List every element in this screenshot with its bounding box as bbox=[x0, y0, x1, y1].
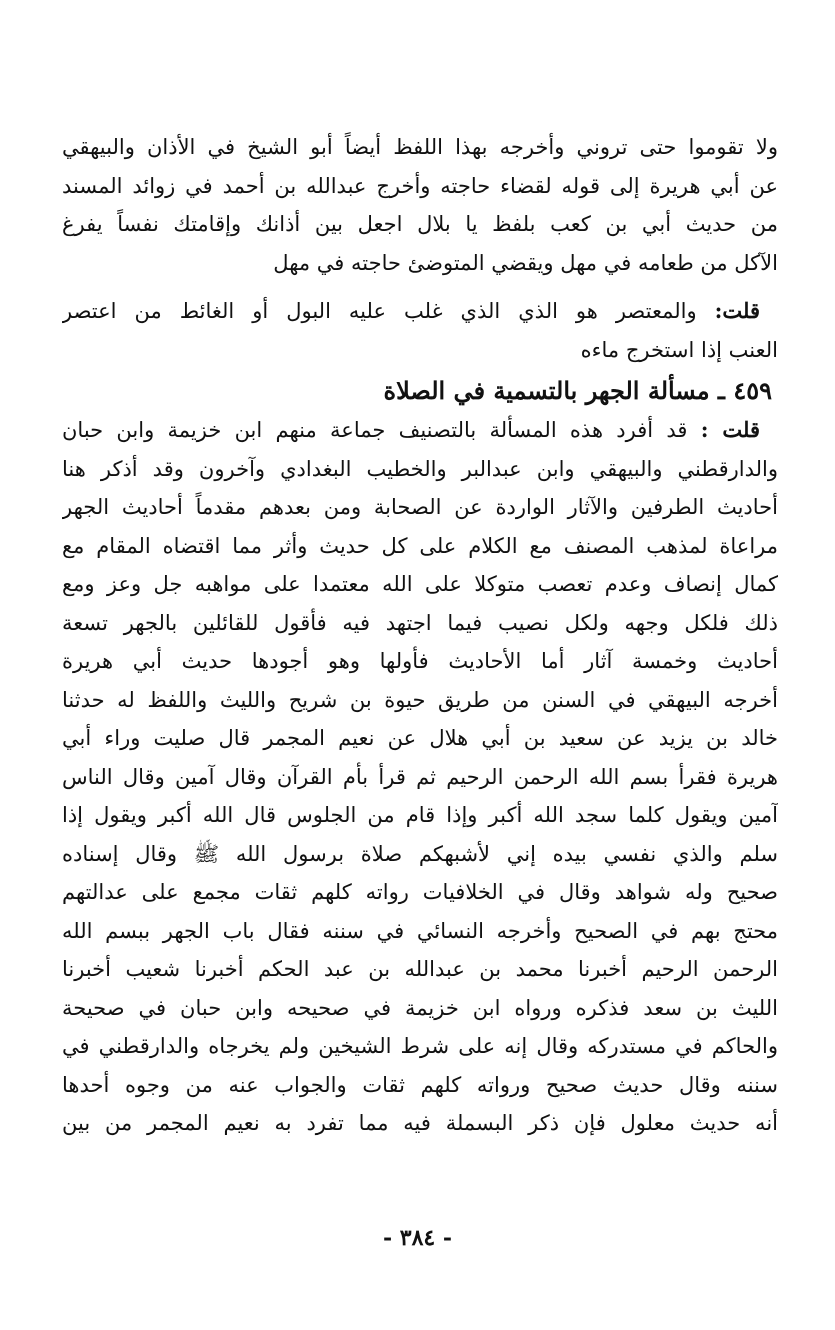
text-line: محتج بهم في الصحيح وأخرجه النسائي في سننه فقال باب الجهر ببسم الله bbox=[62, 918, 778, 943]
text-line: سننه وقال حديث صحيح ورواته كلهم ثقات والجواب عنه من وجوه أحدها bbox=[62, 1072, 778, 1097]
text-line: الرحمن الرحيم أخبرنا محمد بن عبدالله بن عبد الحكم أخبرنا شعيب أخبرنا bbox=[62, 957, 778, 981]
text-line: أخرجه البيهقي في السنن من طريق حيوة بن شريح والليث واللفظ له حدثنا bbox=[62, 687, 778, 712]
qult-label: قلت : bbox=[700, 417, 760, 442]
section-heading: ٤٥٩ ـ مسألة الجهر بالتسمية في الصلاة bbox=[383, 376, 772, 405]
qult-label: قلت: bbox=[714, 298, 760, 323]
text-run: قد أفرد هذه المسألة بالتصنيف جماعة منهم ابن خزيمة وابن حبان bbox=[62, 418, 701, 442]
text-line: ولا تقوموا حتى تروني وأخرجه بهذا اللفظ أيضاً أبو الشيخ في الأذان والبيهقي bbox=[62, 135, 778, 159]
text-line: الآكل من طعامه في مهل ويقضي المتوضئ حاجته في مهل bbox=[273, 250, 778, 275]
text-line: أحاديث وخمسة آثار أما الأحاديث فأولها وهو أجودها حديث أبي هريرة bbox=[62, 649, 778, 673]
text-run: والمعتصر هو الذي الذي غلب عليه البول أو الغائط من اعتصر bbox=[62, 299, 715, 323]
text-line: والدارقطني والبيهقي وابن عبدالبر والخطيب البغدادي وآخرون وقد أذكر هنا bbox=[62, 456, 778, 481]
text-line: خالد بن يزيد عن سعيد بن أبي هلال عن نعيم المجمر قال صليت وراء أبي bbox=[62, 726, 778, 750]
text-line: سلم والذي نفسي بيده إني لأشبهكم صلاة برسول الله ﷺ وقال إسناده bbox=[62, 841, 778, 866]
text-line: أنه حديث معلول فإن ذكر البسملة فيه مما تفرد به نعيم المجمر من بين bbox=[62, 1111, 778, 1135]
text-line: العنب إذا استخرج ماءه bbox=[580, 337, 778, 362]
text-line: آمين ويقول كلما سجد الله أكبر وإذا قام من الجلوس قال الله أكبر ويقول إذا bbox=[62, 803, 778, 827]
text-line: الليث بن سعد فذكره ورواه ابن خزيمة في صحيحه وابن حبان في صحيحة bbox=[62, 995, 778, 1020]
paragraph-3 bbox=[62, 411, 778, 1143]
page-body bbox=[62, 128, 778, 1143]
text-line: كمال إنصاف وعدم تعصب متوكلا على الله معتمدا على مواهبه جل وعز ومع bbox=[62, 572, 778, 596]
text-line: من حديث أبي بن كعب بلفظ يا بلال اجعل بين أذانك وإقامتك نفساً يفرغ bbox=[62, 212, 778, 236]
paragraph-2 bbox=[62, 292, 778, 369]
text-line: عن أبي هريرة إلى قوله لقضاء حاجته وأخرج عبدالله بن أحمد في زوائد المسند bbox=[62, 173, 778, 198]
text-line: ذلك فلكل وجهه ولكل نصيب فيما اجتهد فيه فأقول للقائلين بالجهر تسعة bbox=[62, 610, 778, 635]
text-line bbox=[62, 292, 778, 331]
text-line: مراعاة لمذهب المصنف مع الكلام على كل حديث وأثر مما اقتضاه المقام مع bbox=[62, 533, 778, 558]
text-line bbox=[62, 411, 778, 450]
text-line: هريرة فقرأ بسم الله الرحمن الرحيم ثم قرأ بأم القرآن وقال آمين وقال الناس bbox=[62, 764, 778, 789]
page-number: - ٣٨٤ - bbox=[382, 1225, 453, 1251]
text-line: صحيح وله شواهد وقال في الخلافيات رواته كلهم ثقات مجمع على عدالتهم bbox=[62, 880, 778, 904]
text-line: أحاديث الطرفين والآثار الواردة عن الصحابة ومن بعدهم مقدماً أحاديث الجهر bbox=[62, 495, 778, 519]
paragraph-1 bbox=[62, 128, 778, 282]
text-line: والحاكم في مستدركه وقال إنه على شرط الشيخين ولم يخرجاه والدارقطني في bbox=[62, 1034, 778, 1058]
